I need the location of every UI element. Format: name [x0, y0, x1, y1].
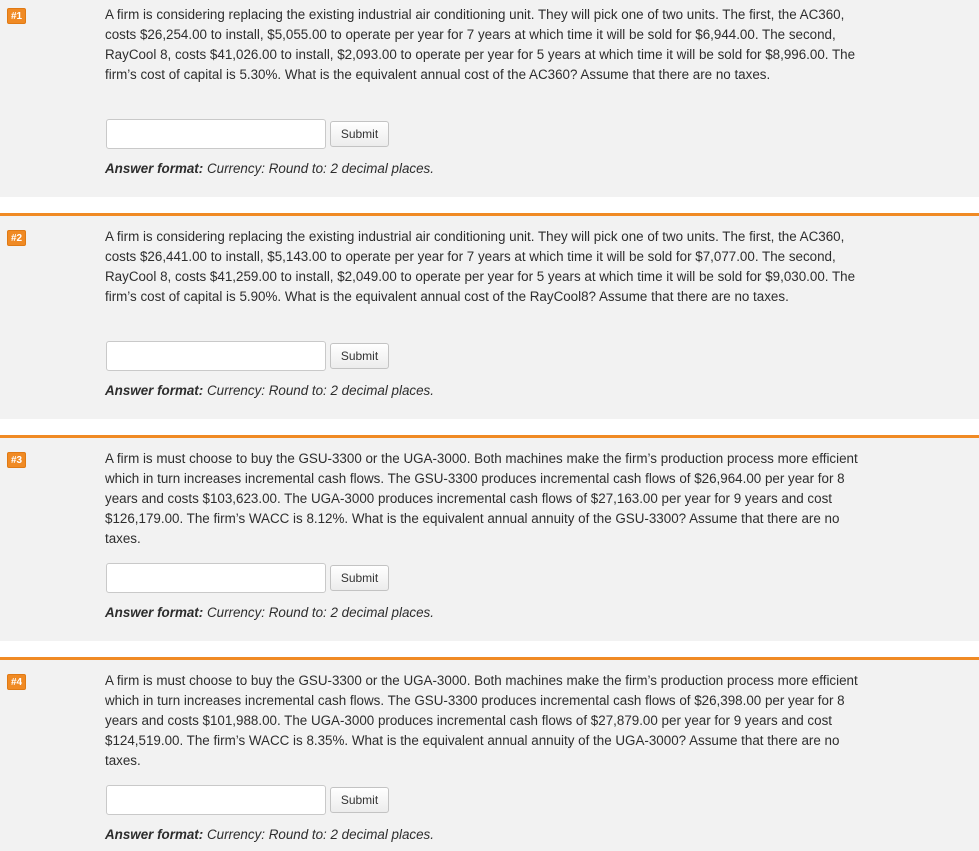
answer-format-value: Currency: Round to: 2 decimal places.	[206, 605, 434, 620]
answer-format-label: Answer format:	[105, 605, 204, 620]
submit-button[interactable]: Submit	[330, 787, 389, 813]
submit-button[interactable]: Submit	[330, 565, 389, 591]
question-text: A firm is must choose to buy the GSU-3300 or the UGA-3000. Both machines make the firm’s production process more efficient which in turn increases incremental cash flows. The GSU-3300 produces incremental cash flows of $26,398.00 per year for 8 years and costs $101,988.00. The UGA-3000 produces incremental cash flows of $27,879.00 per year for 9 years and cost $124,519.00. The firm’s WACC is 8.35%. What is the equivalent annual annuity of the UGA-3000? Assume that there are no taxes.	[105, 673, 858, 768]
answer-input[interactable]	[106, 119, 326, 149]
answer-format-value: Currency: Round to: 2 decimal places.	[206, 161, 434, 176]
question-panel-3	[0, 435, 979, 641]
answer-input[interactable]	[106, 785, 326, 815]
question-number-badge: #1	[7, 8, 26, 24]
submit-button[interactable]: Submit	[330, 121, 389, 147]
answer-format-label: Answer format:	[105, 161, 204, 176]
submit-button[interactable]: Submit	[330, 343, 389, 369]
answer-format	[105, 160, 434, 178]
question-number-badge: #3	[7, 452, 26, 468]
question-panel-2	[0, 213, 979, 419]
answer-format-value: Currency: Round to: 2 decimal places.	[206, 383, 434, 398]
answer-format	[105, 604, 434, 622]
question-text: A firm is must choose to buy the GSU-3300 or the UGA-3000. Both machines make the firm’s production process more efficient which in turn increases incremental cash flows. The GSU-3300 produces incremental cash flows of $26,964.00 per year for 8 years and costs $103,623.00. The UGA-3000 produces incremental cash flows of $27,163.00 per year for 9 years and cost $126,179.00. The firm’s WACC is 8.12%. What is the equivalent annual annuity of the GSU-3300? Assume that there are no taxes.	[105, 451, 858, 546]
answer-input[interactable]	[106, 341, 326, 371]
question-text: A firm is considering replacing the existing industrial air conditioning unit. They will pick one of two units. The first, the AC360, costs $26,441.00 to install, $5,143.00 to operate per year for 7 years at which time it will be sold for $7,077.00. The second, RayCool 8, costs $41,259.00 to install, $2,049.00 to operate per year for 5 years at which time it will be sold for $9,030.00. The firm’s cost of capital is 5.90%. What is the equivalent annual cost of the RayCool8? Assume that there are no taxes.	[105, 229, 856, 304]
answer-format	[105, 382, 434, 400]
question-number-badge: #4	[7, 674, 26, 690]
answer-input[interactable]	[106, 563, 326, 593]
question-number-badge: #2	[7, 230, 26, 246]
answer-format-value: Currency: Round to: 2 decimal places.	[206, 827, 434, 842]
answer-format-label: Answer format:	[105, 827, 204, 842]
answer-format	[105, 826, 434, 844]
answer-format-label: Answer format:	[105, 383, 204, 398]
question-text: A firm is considering replacing the existing industrial air conditioning unit. They will pick one of two units. The first, the AC360, costs $26,254.00 to install, $5,055.00 to operate per year for 7 years at which time it will be sold for $6,944.00. The second, RayCool 8, costs $41,026.00 to install, $2,093.00 to operate per year for 5 years at which time it will be sold for $8,996.00. The firm’s cost of capital is 5.30%. What is the equivalent annual cost of the AC360? Assume that there are no taxes.	[105, 7, 856, 82]
question-panel-4	[0, 657, 979, 851]
question-panel-1	[0, 0, 979, 197]
